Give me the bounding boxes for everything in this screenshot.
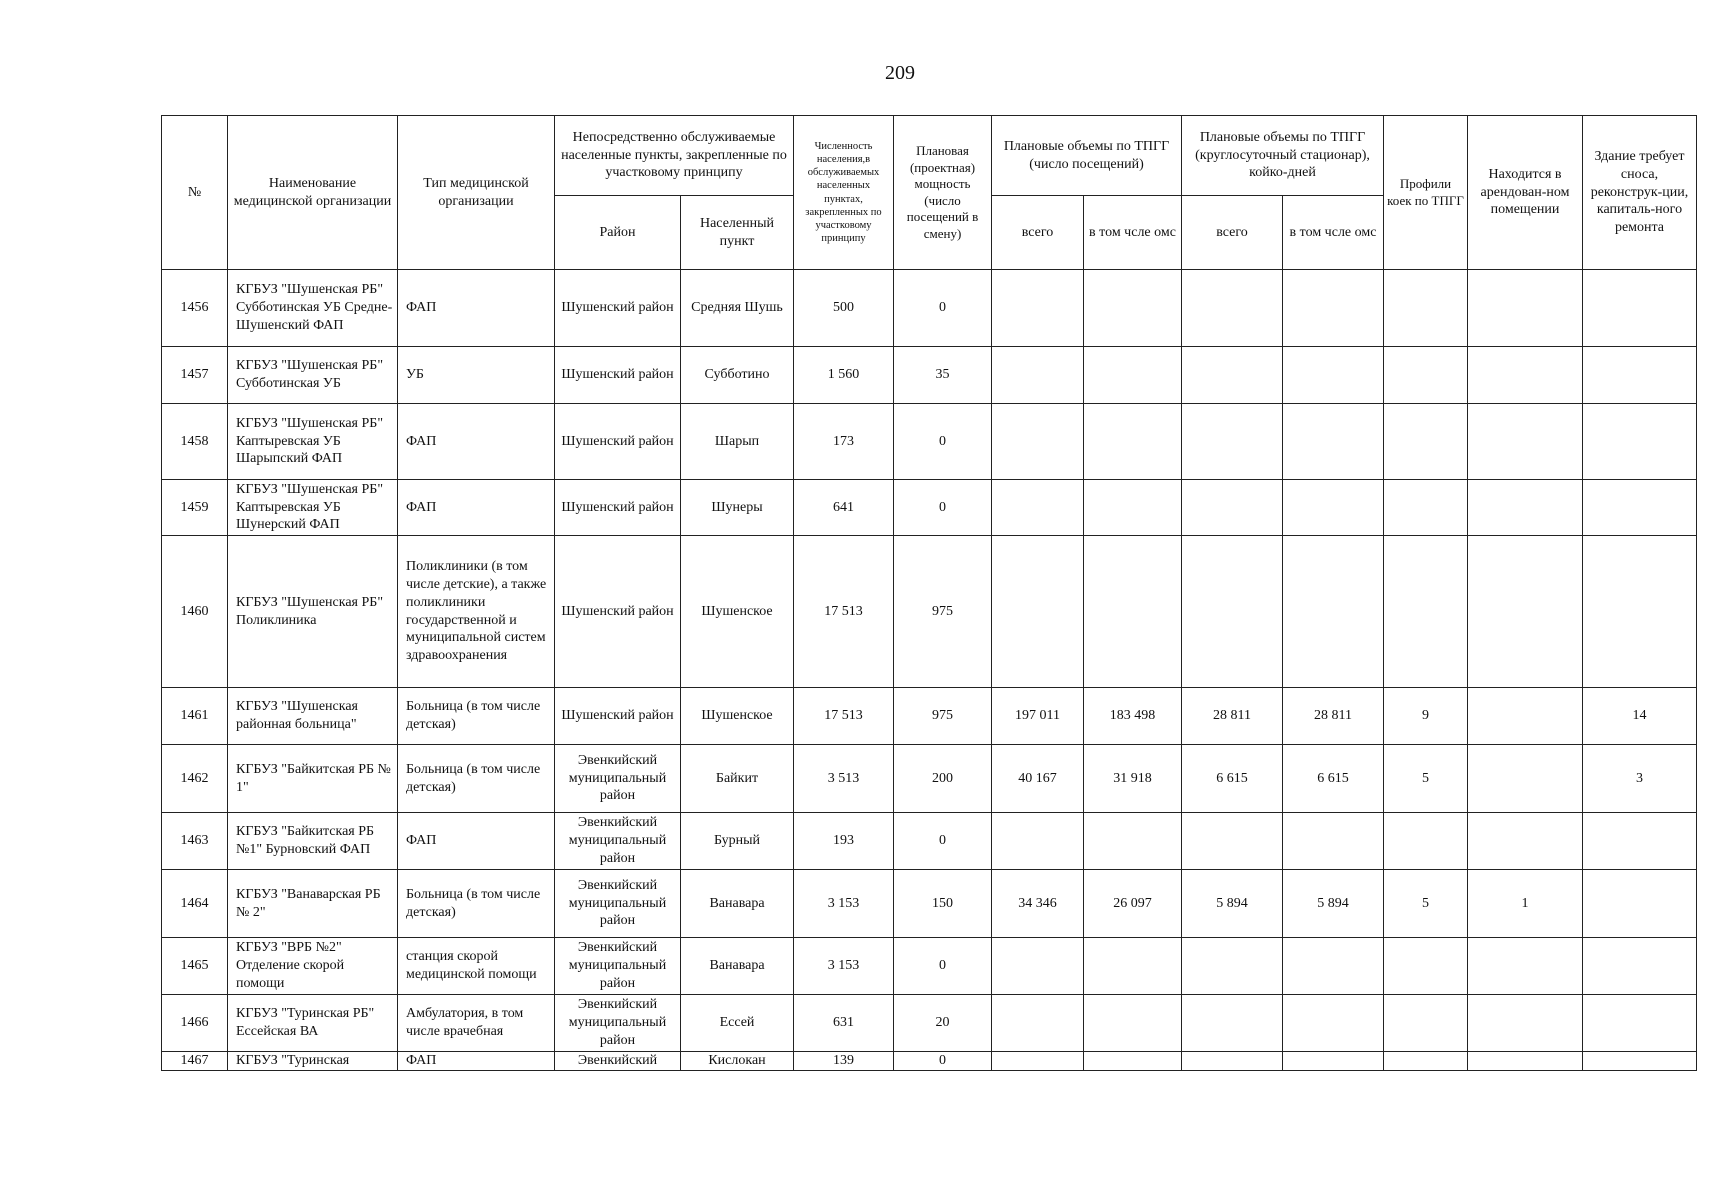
row-beds-total bbox=[1182, 270, 1283, 347]
row-beds-total bbox=[1182, 347, 1283, 404]
row-visits-oms: 183 498 bbox=[1084, 688, 1182, 745]
page-number: 209 bbox=[885, 62, 915, 84]
row-profiles bbox=[1384, 813, 1468, 870]
row-visits-total bbox=[992, 995, 1084, 1052]
row-beds-total: 6 615 bbox=[1182, 745, 1283, 813]
row-num: 1460 bbox=[162, 536, 228, 688]
row-name: КГБУЗ "Шушенская РБ" Каптыревская УБ Шунерский ФАП bbox=[228, 480, 398, 536]
row-repair bbox=[1583, 270, 1697, 347]
row-capacity: 0 bbox=[894, 938, 992, 995]
row-district: Эвенкийский муниципальный район bbox=[555, 995, 681, 1052]
row-visits-total bbox=[992, 1052, 1084, 1071]
row-capacity: 0 bbox=[894, 480, 992, 536]
header-locality: Населенный пункт bbox=[681, 196, 794, 270]
row-type: ФАП bbox=[398, 270, 555, 347]
row-num: 1462 bbox=[162, 745, 228, 813]
row-beds-oms bbox=[1283, 995, 1384, 1052]
row-num: 1457 bbox=[162, 347, 228, 404]
row-rented bbox=[1468, 745, 1583, 813]
row-name: КГБУЗ "Шушенская РБ" Поликлиника bbox=[228, 536, 398, 688]
header-population: Численность населения,в обслуживаемых населенных пунктах, закрепленных по участковому принципу bbox=[794, 116, 894, 270]
row-population: 3 153 bbox=[794, 938, 894, 995]
row-num: 1464 bbox=[162, 870, 228, 938]
row-name: КГБУЗ "Байкитская РБ № 1" bbox=[228, 745, 398, 813]
table-row bbox=[162, 1052, 1697, 1071]
row-type: ФАП bbox=[398, 813, 555, 870]
row-visits-oms bbox=[1084, 813, 1182, 870]
table-row bbox=[162, 745, 1697, 813]
row-capacity: 20 bbox=[894, 995, 992, 1052]
row-visits-total: 197 011 bbox=[992, 688, 1084, 745]
row-visits-total bbox=[992, 536, 1084, 688]
header-rented: Находится в арендован-ном помещении bbox=[1468, 116, 1583, 270]
row-name: КГБУЗ "ВРБ №2" Отделение скорой помощи bbox=[228, 938, 398, 995]
row-visits-total bbox=[992, 404, 1084, 480]
row-num: 1465 bbox=[162, 938, 228, 995]
row-district: Шушенский район bbox=[555, 270, 681, 347]
register-table bbox=[161, 115, 1697, 1071]
row-capacity: 0 bbox=[894, 813, 992, 870]
table-row bbox=[162, 480, 1697, 536]
row-visits-total bbox=[992, 347, 1084, 404]
row-name: КГБУЗ "Шушенская РБ" Каптыревская УБ Шарыпский ФАП bbox=[228, 404, 398, 480]
row-population: 1 560 bbox=[794, 347, 894, 404]
row-rented bbox=[1468, 688, 1583, 745]
row-num: 1466 bbox=[162, 995, 228, 1052]
table-row bbox=[162, 404, 1697, 480]
row-beds-oms bbox=[1283, 938, 1384, 995]
row-capacity: 975 bbox=[894, 536, 992, 688]
row-population: 17 513 bbox=[794, 536, 894, 688]
row-repair bbox=[1583, 995, 1697, 1052]
row-population: 3 153 bbox=[794, 870, 894, 938]
row-beds-oms bbox=[1283, 813, 1384, 870]
row-beds-total bbox=[1182, 480, 1283, 536]
row-repair bbox=[1583, 536, 1697, 688]
row-district: Эвенкийский муниципальный район bbox=[555, 813, 681, 870]
row-profiles bbox=[1384, 995, 1468, 1052]
row-visits-oms bbox=[1084, 1052, 1182, 1071]
row-locality: Шушенское bbox=[681, 536, 794, 688]
row-capacity: 200 bbox=[894, 745, 992, 813]
header-profiles: Профили коек по ТПГГ bbox=[1384, 116, 1468, 270]
row-visits-total bbox=[992, 938, 1084, 995]
header-name: Наименование медицинской организации bbox=[228, 116, 398, 270]
row-beds-total bbox=[1182, 995, 1283, 1052]
row-type: УБ bbox=[398, 347, 555, 404]
row-num: 1467 bbox=[162, 1052, 228, 1071]
row-district: Шушенский район bbox=[555, 480, 681, 536]
row-locality: Ессей bbox=[681, 995, 794, 1052]
row-rented bbox=[1468, 480, 1583, 536]
table-row bbox=[162, 688, 1697, 745]
row-locality: Байкит bbox=[681, 745, 794, 813]
row-beds-total: 5 894 bbox=[1182, 870, 1283, 938]
row-district: Шушенский район bbox=[555, 688, 681, 745]
row-locality: Ванавара bbox=[681, 938, 794, 995]
row-population: 17 513 bbox=[794, 688, 894, 745]
row-repair bbox=[1583, 813, 1697, 870]
row-num: 1458 bbox=[162, 404, 228, 480]
row-beds-oms bbox=[1283, 347, 1384, 404]
row-capacity: 150 bbox=[894, 870, 992, 938]
table-row bbox=[162, 536, 1697, 688]
row-type: Больница (в том числе детская) bbox=[398, 745, 555, 813]
header-beds-group: Плановые объемы по ТПГГ (круглосуточный стационар), койко-дней bbox=[1182, 116, 1384, 196]
row-visits-oms: 31 918 bbox=[1084, 745, 1182, 813]
row-capacity: 0 bbox=[894, 404, 992, 480]
row-locality: Шунеры bbox=[681, 480, 794, 536]
row-beds-oms bbox=[1283, 404, 1384, 480]
row-repair bbox=[1583, 1052, 1697, 1071]
row-beds-oms bbox=[1283, 480, 1384, 536]
row-repair: 14 bbox=[1583, 688, 1697, 745]
row-type: Амбулатория, в том числе врачебная bbox=[398, 995, 555, 1052]
row-district: Шушенский район bbox=[555, 404, 681, 480]
row-type: Больница (в том числе детская) bbox=[398, 688, 555, 745]
row-locality: Средняя Шушь bbox=[681, 270, 794, 347]
row-rented bbox=[1468, 813, 1583, 870]
table-header bbox=[162, 116, 1697, 270]
row-beds-total bbox=[1182, 813, 1283, 870]
row-district: Шушенский район bbox=[555, 347, 681, 404]
row-district: Шушенский район bbox=[555, 536, 681, 688]
row-visits-total bbox=[992, 270, 1084, 347]
row-population: 173 bbox=[794, 404, 894, 480]
row-name: КГБУЗ "Ванаварская РБ № 2" bbox=[228, 870, 398, 938]
row-repair bbox=[1583, 347, 1697, 404]
row-num: 1456 bbox=[162, 270, 228, 347]
row-visits-oms: 26 097 bbox=[1084, 870, 1182, 938]
row-profiles bbox=[1384, 1052, 1468, 1071]
row-profiles bbox=[1384, 536, 1468, 688]
row-type: станция скорой медицинской помощи bbox=[398, 938, 555, 995]
row-name: КГБУЗ "Шушенская РБ" Субботинская УБ Средне-Шушенский ФАП bbox=[228, 270, 398, 347]
row-capacity: 0 bbox=[894, 1052, 992, 1071]
row-visits-oms bbox=[1084, 938, 1182, 995]
row-profiles bbox=[1384, 938, 1468, 995]
row-repair bbox=[1583, 480, 1697, 536]
row-rented bbox=[1468, 995, 1583, 1052]
row-num: 1461 bbox=[162, 688, 228, 745]
row-profiles bbox=[1384, 270, 1468, 347]
row-visits-oms bbox=[1084, 347, 1182, 404]
row-visits-oms bbox=[1084, 995, 1182, 1052]
row-type: ФАП bbox=[398, 404, 555, 480]
row-num: 1463 bbox=[162, 813, 228, 870]
row-rented bbox=[1468, 347, 1583, 404]
row-repair: 3 bbox=[1583, 745, 1697, 813]
table-row bbox=[162, 270, 1697, 347]
header-visits-group: Плановые объемы по ТПГГ (число посещений) bbox=[992, 116, 1182, 196]
row-visits-oms bbox=[1084, 270, 1182, 347]
header-visits-oms: в том чсле омс bbox=[1084, 196, 1182, 270]
row-population: 139 bbox=[794, 1052, 894, 1071]
row-repair bbox=[1583, 870, 1697, 938]
row-visits-oms bbox=[1084, 536, 1182, 688]
header-district: Район bbox=[555, 196, 681, 270]
row-visits-oms bbox=[1084, 480, 1182, 536]
row-type: ФАП bbox=[398, 480, 555, 536]
row-rented bbox=[1468, 270, 1583, 347]
row-visits-total bbox=[992, 480, 1084, 536]
row-name: КГБУЗ "Шушенская районная больница" bbox=[228, 688, 398, 745]
row-num: 1459 bbox=[162, 480, 228, 536]
row-name: КГБУЗ "Байкитская РБ №1" Бурновский ФАП bbox=[228, 813, 398, 870]
table-row bbox=[162, 995, 1697, 1052]
row-rented bbox=[1468, 404, 1583, 480]
row-capacity: 0 bbox=[894, 270, 992, 347]
row-profiles: 5 bbox=[1384, 870, 1468, 938]
row-district: Эвенкийский муниципальный район bbox=[555, 938, 681, 995]
row-capacity: 35 bbox=[894, 347, 992, 404]
row-type: Больница (в том числе детская) bbox=[398, 870, 555, 938]
row-beds-oms bbox=[1283, 1052, 1384, 1071]
row-rented bbox=[1468, 536, 1583, 688]
row-capacity: 975 bbox=[894, 688, 992, 745]
row-population: 193 bbox=[794, 813, 894, 870]
row-profiles: 9 bbox=[1384, 688, 1468, 745]
row-name: КГБУЗ "Туринская bbox=[228, 1052, 398, 1071]
row-rented bbox=[1468, 938, 1583, 995]
row-visits-total bbox=[992, 813, 1084, 870]
row-rented: 1 bbox=[1468, 870, 1583, 938]
row-repair bbox=[1583, 938, 1697, 995]
row-locality: Бурный bbox=[681, 813, 794, 870]
row-locality: Шарып bbox=[681, 404, 794, 480]
row-type: ФАП bbox=[398, 1052, 555, 1071]
row-locality: Субботино bbox=[681, 347, 794, 404]
row-repair bbox=[1583, 404, 1697, 480]
row-beds-total bbox=[1182, 536, 1283, 688]
row-name: КГБУЗ "Туринская РБ" Ессейская ВА bbox=[228, 995, 398, 1052]
table-row bbox=[162, 347, 1697, 404]
row-population: 500 bbox=[794, 270, 894, 347]
row-profiles bbox=[1384, 347, 1468, 404]
header-repair: Здание требует сноса, реконструк-ции, капиталь-ного ремонта bbox=[1583, 116, 1697, 270]
row-profiles bbox=[1384, 480, 1468, 536]
table-row bbox=[162, 938, 1697, 995]
row-beds-oms: 5 894 bbox=[1283, 870, 1384, 938]
row-name: КГБУЗ "Шушенская РБ" Субботинская УБ bbox=[228, 347, 398, 404]
row-type: Поликлиники (в том числе детские), а также поликлиники государственной и муниципальной систем здравоохранения bbox=[398, 536, 555, 688]
header-beds-oms: в том чсле омс bbox=[1283, 196, 1384, 270]
header-served-group: Непосредственно обслуживаемые населенные пункты, закрепленные по участковому принципу bbox=[555, 116, 794, 196]
table-row bbox=[162, 870, 1697, 938]
row-district: Эвенкийский муниципальный район bbox=[555, 870, 681, 938]
row-locality: Шушенское bbox=[681, 688, 794, 745]
row-district: Эвенкийский bbox=[555, 1052, 681, 1071]
row-population: 3 513 bbox=[794, 745, 894, 813]
table-row bbox=[162, 813, 1697, 870]
row-profiles: 5 bbox=[1384, 745, 1468, 813]
row-beds-total bbox=[1182, 404, 1283, 480]
row-beds-total bbox=[1182, 1052, 1283, 1071]
row-locality: Ванавара bbox=[681, 870, 794, 938]
header-type: Тип медицинской организации bbox=[398, 116, 555, 270]
row-district: Эвенкийский муниципальный район bbox=[555, 745, 681, 813]
row-visits-total: 40 167 bbox=[992, 745, 1084, 813]
row-beds-oms bbox=[1283, 536, 1384, 688]
row-beds-total: 28 811 bbox=[1182, 688, 1283, 745]
table-body bbox=[162, 270, 1697, 1071]
row-population: 631 bbox=[794, 995, 894, 1052]
header-capacity: Плановая (проектная) мощность (число посещений в смену) bbox=[894, 116, 992, 270]
row-locality: Кислокан bbox=[681, 1052, 794, 1071]
row-beds-oms: 28 811 bbox=[1283, 688, 1384, 745]
row-visits-total: 34 346 bbox=[992, 870, 1084, 938]
row-beds-total bbox=[1182, 938, 1283, 995]
row-beds-oms: 6 615 bbox=[1283, 745, 1384, 813]
header-visits-total: всего bbox=[992, 196, 1084, 270]
row-beds-oms bbox=[1283, 270, 1384, 347]
row-rented bbox=[1468, 1052, 1583, 1071]
header-beds-total: всего bbox=[1182, 196, 1283, 270]
row-visits-oms bbox=[1084, 404, 1182, 480]
row-profiles bbox=[1384, 404, 1468, 480]
header-num: № bbox=[162, 116, 228, 270]
row-population: 641 bbox=[794, 480, 894, 536]
